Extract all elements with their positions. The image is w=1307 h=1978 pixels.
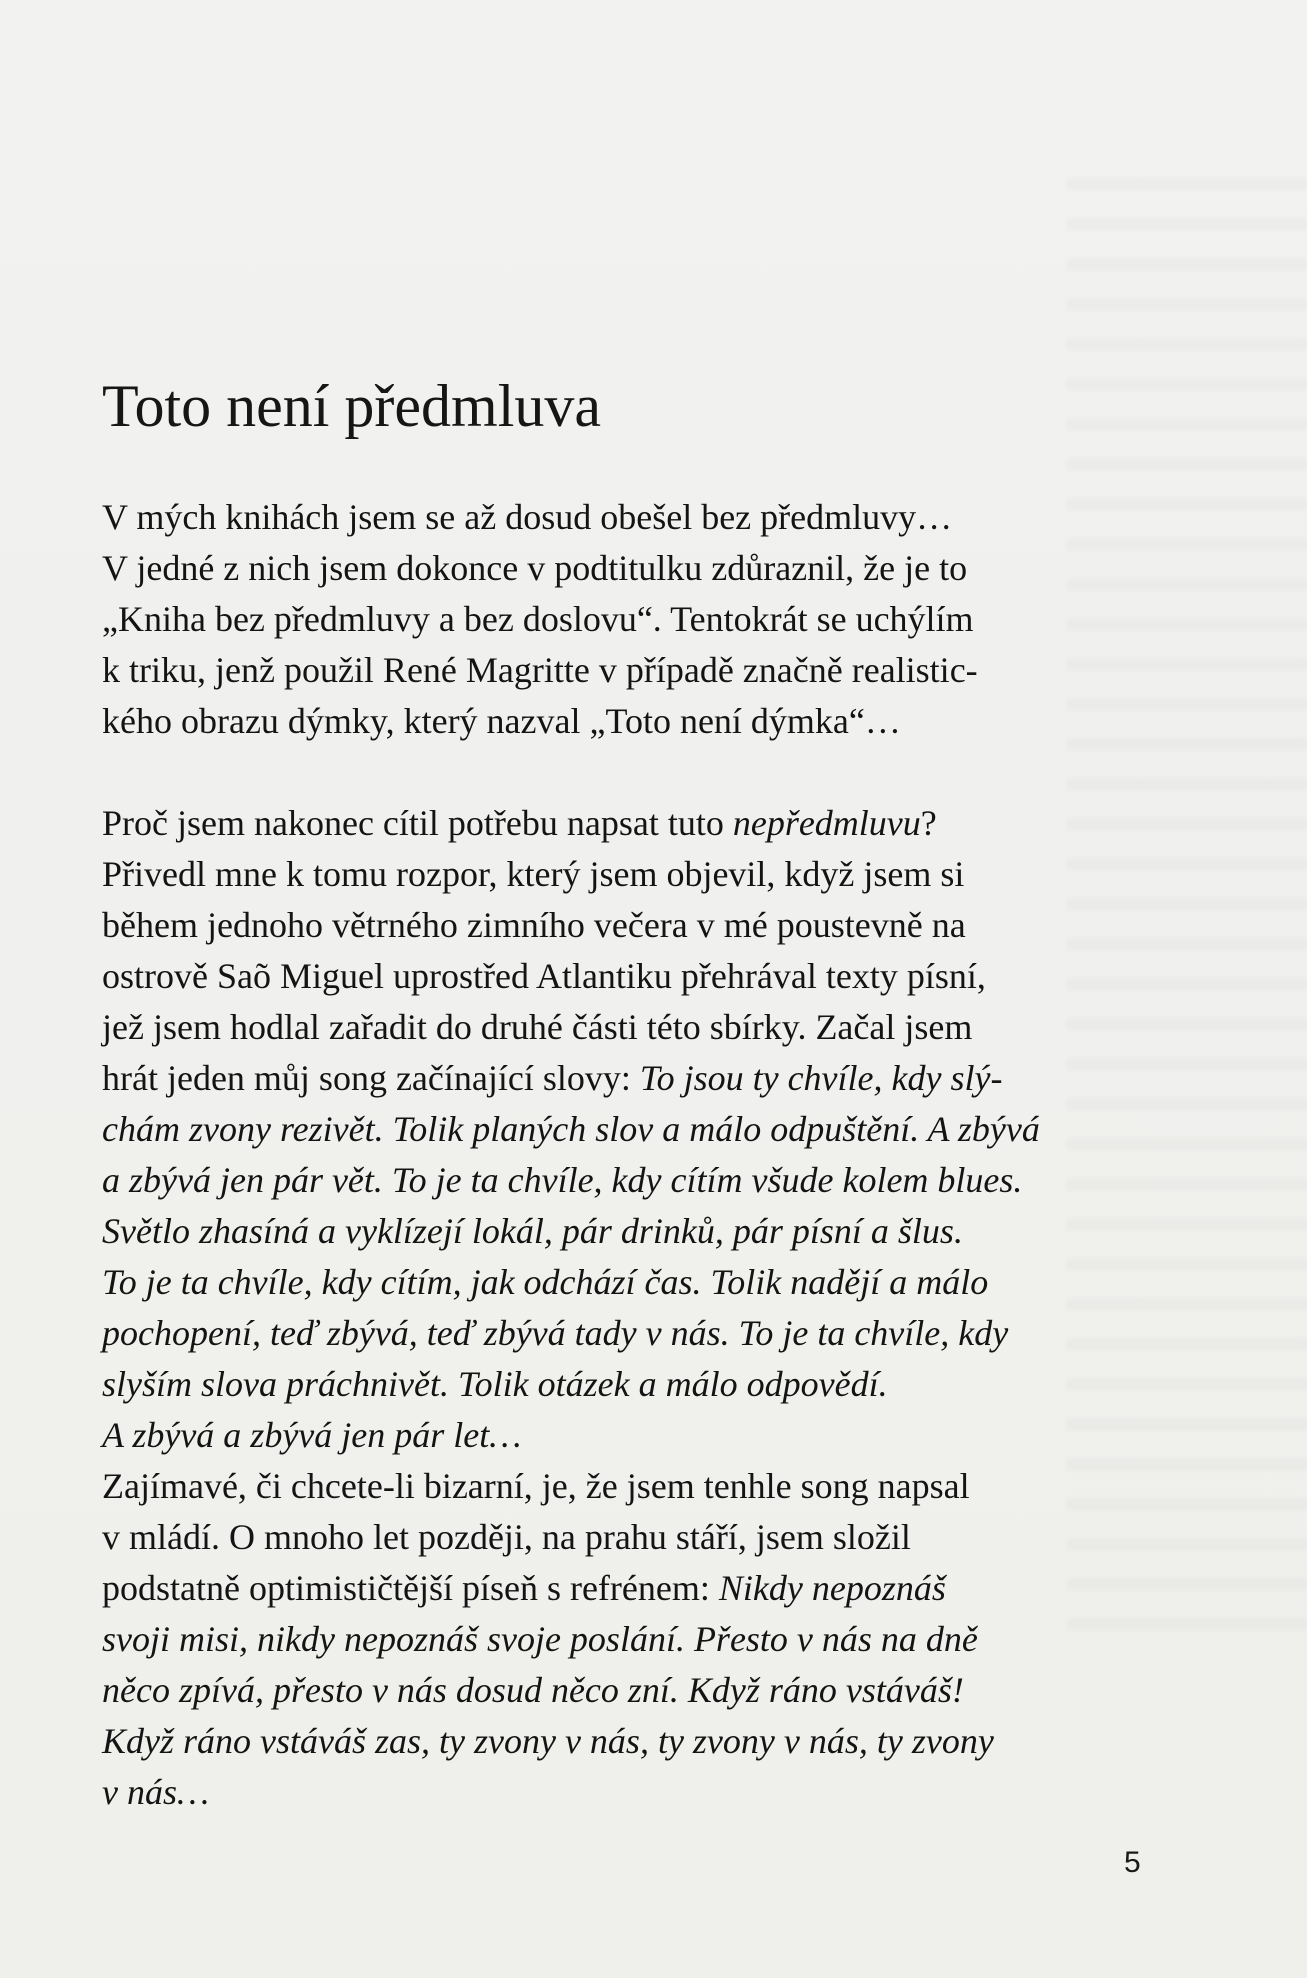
- paragraph-gap: [102, 747, 1202, 798]
- text-line: Zajímavé, či chcete-li bizarní, je, že jsem tenhle song napsal: [102, 1466, 970, 1506]
- text-line: [102, 798, 1202, 849]
- text-line: v mládí. O mnoho let později, na prahu stáří, jsem složil: [102, 1517, 911, 1557]
- song-lyric: chám zvony rezivět. Tolik planých slov a málo odpuštění. A zbývá: [102, 1109, 1040, 1149]
- paragraph-2: [102, 798, 1202, 1818]
- song-lyric: v nás…: [102, 1772, 209, 1812]
- paragraph-1: [102, 492, 1202, 747]
- text-line: k triku, jenž použil René Magritte v případě značně realistic-: [102, 650, 978, 690]
- text-span: Proč jsem nakonec cítil potřebu napsat tuto: [102, 803, 733, 843]
- song-lyric: svoji misi, nikdy nepoznáš svoje poslání. Přesto v nás na dně: [102, 1619, 978, 1659]
- song-lyric: A zbývá a zbývá jen pár let…: [102, 1415, 522, 1455]
- text-line: kého obrazu dýmky, který nazval „Toto není dýmka“…: [102, 701, 901, 741]
- text-line: Přivedl mne k tomu rozpor, který jsem objevil, když jsem si: [102, 854, 965, 894]
- italic-text: nepředmluvu: [732, 803, 921, 843]
- song-lyric: Nikdy nepoznáš: [718, 1568, 946, 1608]
- text-line: V mých knihách jsem se až dosud obešel bez předmluvy…: [102, 497, 953, 537]
- song-lyric: pochopení, teď zbývá, teď zbývá tady v nás. To je ta chvíle, kdy: [102, 1313, 1009, 1353]
- text-line: „Kniha bez předmluvy a bez doslovu“. Tentokrát se uchýlím: [102, 599, 974, 639]
- song-lyric: To jsou ty chvíle, kdy slý-: [639, 1058, 1003, 1098]
- text-line: V jedné z nich jsem dokonce v podtitulku zdůraznil, že je to: [102, 548, 968, 588]
- song-lyric: To je ta chvíle, kdy cítím, jak odchází čas. Tolik nadějí a málo: [102, 1262, 989, 1302]
- song-lyric: Světlo zhasíná a vyklízejí lokál, pár drinků, pár písní a šlus.: [102, 1211, 963, 1251]
- text-line: během jednoho větrného zimního večera v mé poustevně na: [102, 905, 966, 945]
- text-line: ostrově Saõ Miguel uprostřed Atlantiku přehrával texty písní,: [102, 956, 986, 996]
- text-line: [102, 1053, 1202, 1104]
- chapter-title: Toto není předmluva: [102, 373, 602, 439]
- song-lyric: a zbývá jen pár vět. To je ta chvíle, kdy cítím všude kolem blues.: [102, 1160, 1023, 1200]
- song-lyric: něco zpívá, přesto v nás dosud něco zní. Když ráno vstáváš!: [102, 1670, 964, 1710]
- body-text: [102, 492, 1202, 1818]
- song-lyric: Když ráno vstáváš zas, ty zvony v nás, ty zvony v nás, ty zvony: [102, 1721, 994, 1761]
- text-span: ?: [920, 803, 937, 843]
- page-number: 5: [1124, 1846, 1141, 1879]
- text-span: podstatně optimističtější píseň s refrénem:: [102, 1568, 719, 1608]
- text-line: jež jsem hodlal zařadit do druhé části této sbírky. Začal jsem: [102, 1007, 973, 1047]
- song-lyric: slyším slova práchnivět. Tolik otázek a málo odpovědí.: [102, 1364, 888, 1404]
- text-span: hrát jeden můj song začínající slovy:: [102, 1058, 640, 1098]
- text-line: [102, 1563, 1202, 1614]
